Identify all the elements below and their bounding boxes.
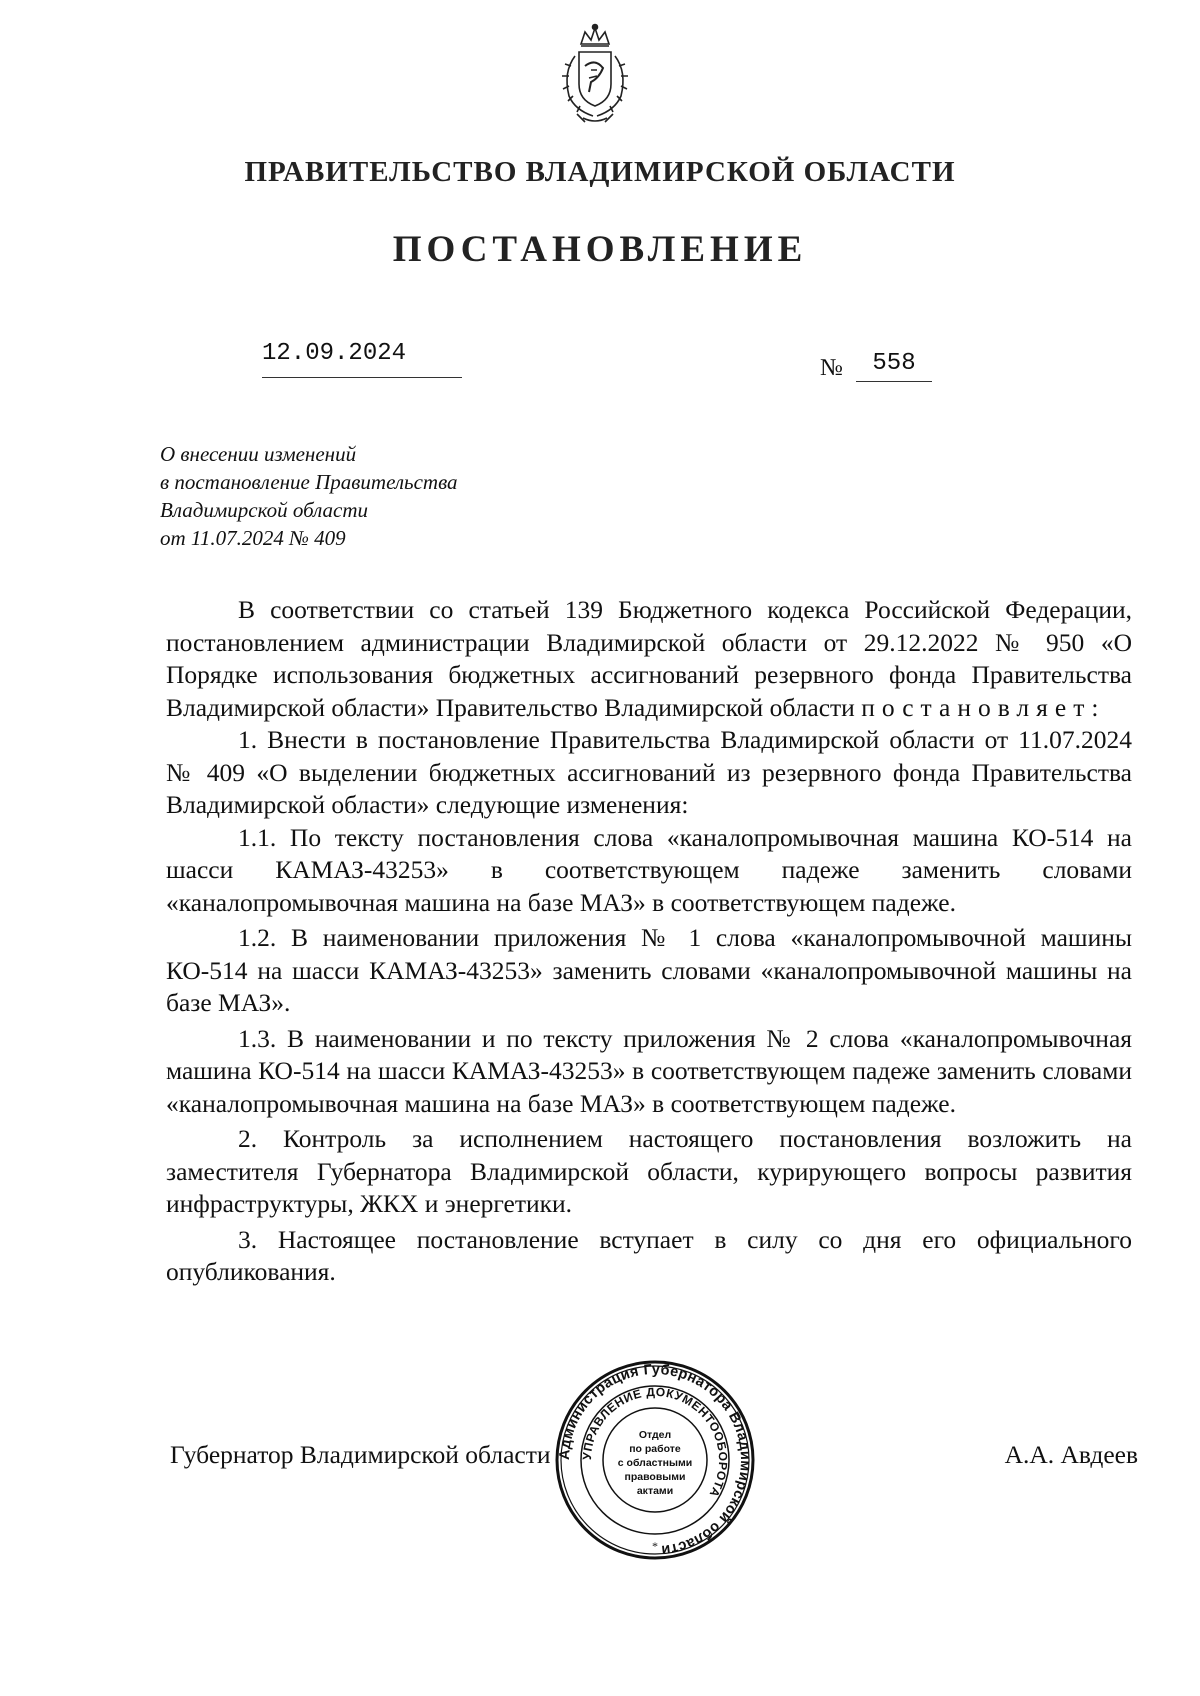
- stamp-center-line: актами: [636, 1485, 674, 1497]
- clause-3: 3. Настоящее постановление вступает в силу со дня его официального опубликования.: [166, 1224, 1132, 1286]
- signatory-position: Губернатор Владимирской области: [170, 1440, 551, 1469]
- clause-1-2: 1.2. В наименовании приложения № 1 слова «каналопромывочной машины КО-514 на шасси КАМАЗ-43253» заменить словами «каналопромывочной машины на базе МАЗ».: [166, 923, 1132, 1017]
- number-sign: №: [820, 355, 843, 381]
- stamp-ring-text: УПРАВЛЕНИЕ ДОКУМЕНТООБОРОТА: [579, 1384, 731, 1500]
- preamble-paragraph: [166, 594, 1132, 724]
- document-date: 12.09.2024: [262, 340, 462, 378]
- stamp-center-line: правовыми: [624, 1471, 686, 1483]
- document-subject: [160, 440, 458, 552]
- clause-1-1: 1.1. По тексту постановления слова «каналопромывочная машина КО-514 на шасси КАМАЗ-43253» в соответствующем падеже заменить словами «каналопромывочная машина на базе МАЗ» в соответствующем падеже.: [166, 822, 1132, 917]
- clause-1: 1. Внести в постановление Правительства Владимирской области от 11.07.2024 № 409 «О выделении бюджетных ассигнований из резервного фонда Правительства Владимирской области» следующие изменения:: [166, 725, 1132, 819]
- stamp-center-line: Отдел: [638, 1429, 672, 1441]
- subject-line: в постановление Правительства: [160, 470, 458, 494]
- subject-line: от 11.07.2024 № 409: [160, 526, 346, 550]
- official-stamp: [555, 1360, 755, 1560]
- document-number: 558: [856, 350, 932, 382]
- coat-of-arms-icon: [545, 22, 645, 127]
- document-type: ПОСТАНОВЛЕНИЕ: [392, 229, 808, 270]
- stamp-outer-text: Администрация Губернатора Владимирской области: [556, 1361, 754, 1558]
- stamp-center-line: с областными: [617, 1457, 693, 1469]
- clause-1-3: 1.3. В наименовании и по тексту приложения № 2 слова «каналопромывочная машина КО-514 на шасси КАМАЗ-43253» в соответствующем падеже заменить словами «каналопромывочная машина на базе МАЗ» в соответствующем падеже.: [166, 1023, 1132, 1118]
- resolves-word: постановляет:: [861, 692, 1106, 722]
- stamp-center-line: по работе: [629, 1443, 681, 1455]
- clause-2: 2. Контроль за исполнением настоящего постановления возложить на заместителя Губернатора Владимирской области, курирующего вопросы развития инфраструктуры, ЖКХ и энергетики.: [166, 1124, 1132, 1218]
- stamp-star-icon: *: [652, 1539, 658, 1553]
- subject-line: О внесении изменений: [160, 442, 357, 466]
- signatory-name: А.А. Авдеев: [1004, 1440, 1138, 1469]
- preamble-text: В соответствии со статьей 139 Бюджетного кодекса Российской Федерации, постановлением администрации Владимирской области от 29.12.2022 № 950 «О Порядке использования бюджетных ассигнований резервного фонда Правительства Владимирской области» Правительство Владимирской области: [166, 595, 1132, 722]
- document-body: [166, 594, 1132, 1289]
- subject-line: Владимирской области: [160, 498, 369, 522]
- organization-title: ПРАВИТЕЛЬСТВО ВЛАДИМИРСКОЙ ОБЛАСТИ: [244, 156, 956, 188]
